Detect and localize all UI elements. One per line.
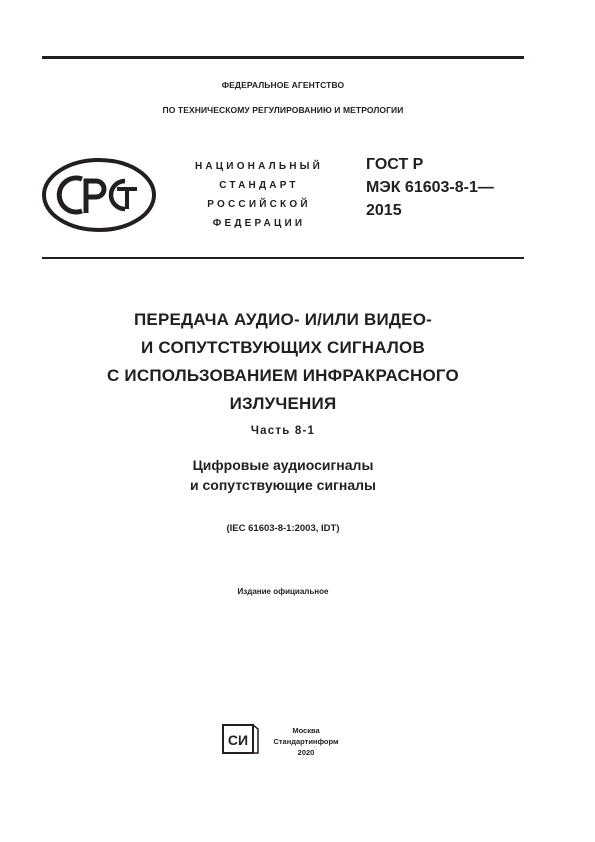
publisher-logo-text: СИ bbox=[227, 732, 249, 748]
standard-type-line-2: СТАНДАРТ bbox=[219, 180, 299, 191]
title-line-3: С ИСПОЛЬЗОВАНИЕМ ИНФРАКРАСНОГО bbox=[107, 366, 459, 385]
standard-type-line-3: РОССИЙСКОЙ bbox=[207, 199, 311, 210]
publisher-imprint bbox=[266, 725, 346, 758]
standard-type bbox=[178, 157, 340, 233]
title-line-2: И СОПУТСТВУЮЩИХ СИГНАЛОВ bbox=[141, 338, 425, 357]
document-title bbox=[60, 306, 506, 418]
document-subtitle bbox=[60, 455, 506, 495]
top-rule bbox=[42, 56, 524, 59]
standard-type-line-1: НАЦИОНАЛЬНЫЙ bbox=[194, 161, 324, 172]
title-line-1: ПЕРЕДАЧА АУДИО- И/ИЛИ ВИДЕО- bbox=[133, 310, 432, 329]
rst-certification-mark-icon bbox=[41, 157, 157, 233]
standard-type-line-4: ФЕДЕРАЦИИ bbox=[212, 218, 306, 229]
standard-designation bbox=[366, 153, 526, 222]
edition-note: Издание официальное bbox=[237, 587, 329, 596]
agency-name-line-2: ПО ТЕХНИЧЕСКОМУ РЕГУЛИРОВАНИЮ И МЕТРОЛОГИИ bbox=[162, 105, 404, 115]
designation-line-3: 2015 bbox=[366, 202, 402, 219]
publisher-name: Стандартинформ bbox=[273, 737, 339, 746]
agency-name-line-1: ФЕДЕРАЛЬНОЕ АГЕНТСТВО bbox=[221, 80, 345, 90]
publisher-city: Москва bbox=[292, 726, 320, 735]
designation-line-2: МЭК 61603-8-1— bbox=[366, 179, 494, 196]
title-line-4: ИЗЛУЧЕНИЯ bbox=[229, 394, 337, 413]
subtitle-line-1: Цифровые аудиосигналы bbox=[192, 457, 374, 473]
middle-rule bbox=[42, 257, 524, 259]
designation-line-1: ГОСТ Р bbox=[366, 156, 424, 173]
publication-year: 2020 bbox=[297, 748, 315, 757]
part-number: Часть 8-1 bbox=[250, 425, 316, 437]
standartinform-logo-icon bbox=[222, 723, 260, 755]
iec-reference: (IEC 61603-8-1:2003, IDT) bbox=[226, 523, 340, 534]
subtitle-line-2: и сопутствующие сигналы bbox=[190, 477, 376, 493]
